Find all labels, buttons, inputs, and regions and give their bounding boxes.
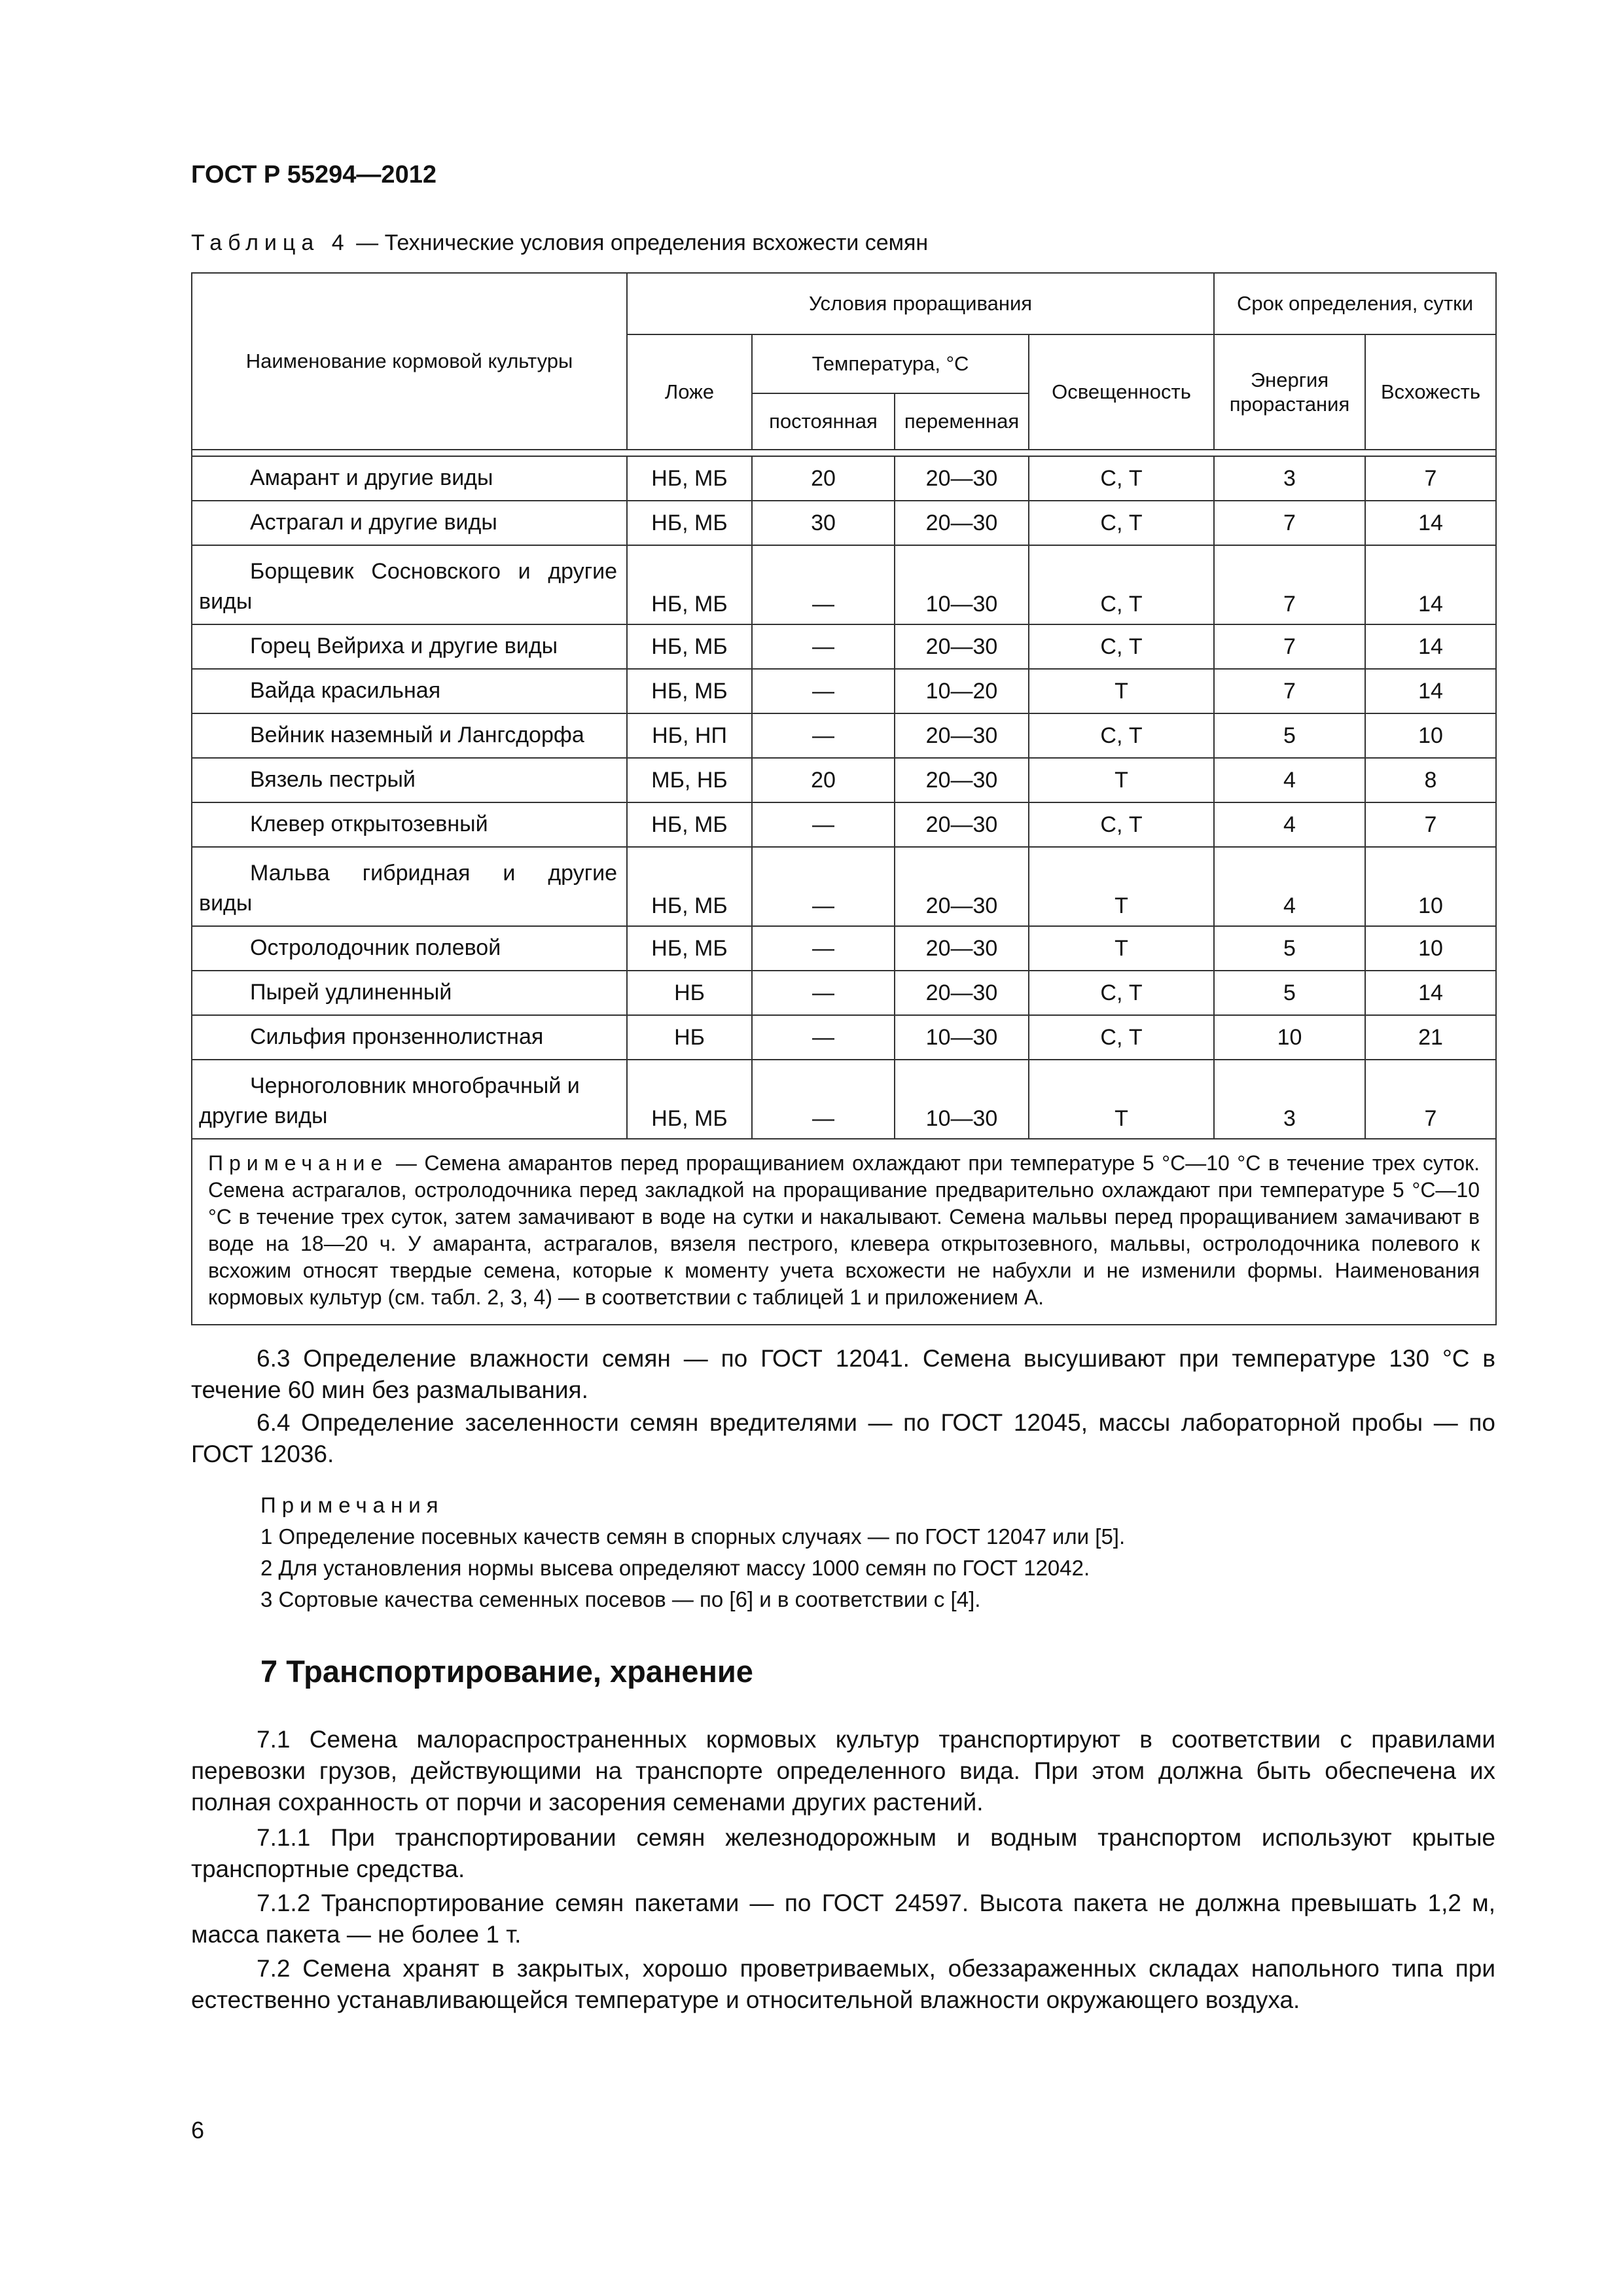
- temp-constant-cell: —: [752, 1060, 895, 1139]
- energy-cell: 5: [1214, 971, 1365, 1015]
- table-note-label: Примечание: [208, 1151, 389, 1175]
- temp-variable-cell: 20—30: [895, 758, 1029, 802]
- energy-cell: 3: [1214, 1060, 1365, 1139]
- table-caption: [191, 230, 928, 256]
- germination-cell: 7: [1365, 1060, 1496, 1139]
- document-header: ГОСТ Р 55294—2012: [191, 161, 437, 188]
- temp-constant-cell: —: [752, 926, 895, 971]
- energy-cell: 5: [1214, 713, 1365, 758]
- bed-cell: НБ, МБ: [627, 501, 752, 545]
- culture-name-cell: [192, 758, 627, 802]
- germination-table: [191, 272, 1497, 1325]
- energy-cell: 7: [1214, 669, 1365, 713]
- bed-cell: МБ, НБ: [627, 758, 752, 802]
- paragraph-6-3-text: 6.3 Определение влажности семян — по ГОСТ 12041. Семена высушивают при температуре 130 °С в течение 60 мин без размалывания.: [191, 1345, 1495, 1403]
- table-note-text: — Семена амарантов перед проращиванием охлаждают при температуре 5 °С—10 °С в течение трех суток. Семена астрагалов, остролодочника перед закладкой на проращивание предварительно охлаждают при температуре 5 °С—10 °С в течение трех суток, затем замачивают в воде на сутки и накалывают. Семена мальвы перед проращиванием замачивают в воде на 18—20 ч. У амаранта, астрагалов, вязеля пестрого, клевера открытозевного, мальвы, остролодочника полевого к всхожим относят твердые семена, которые к моменту учета всхожести не набухли и не изменили формы. Наименования кормовых культур (см. табл. 2, 3, 4) — в соответствии с таблицей 1 и приложением А.: [208, 1151, 1480, 1309]
- energy-cell: 10: [1214, 1015, 1365, 1060]
- culture-name-continuation: другие виды: [199, 1103, 328, 1129]
- bed-cell: НБ: [627, 971, 752, 1015]
- paragraph-7-1-2: [191, 1888, 1495, 1950]
- section-7-title: 7 Транспортирование, хранение: [260, 1654, 753, 1689]
- table-row: [192, 624, 1496, 669]
- table-row: [192, 802, 1496, 847]
- energy-cell: 7: [1214, 624, 1365, 669]
- temp-variable-cell: 10—30: [895, 1060, 1029, 1139]
- paragraph-7-1: [191, 1724, 1495, 1818]
- note-item-1: 1 Определение посевных качеств семян в спорных случаях — по ГОСТ 12047 или [5].: [260, 1524, 1126, 1549]
- temp-constant-cell: —: [752, 624, 895, 669]
- col-header-germination: Всхожесть: [1365, 334, 1496, 450]
- culture-name-cell: [192, 545, 627, 624]
- lighting-cell: С, Т: [1029, 501, 1214, 545]
- table-body: [192, 456, 1496, 1139]
- header-separator-cell: [192, 450, 1496, 456]
- bed-cell: НБ, МБ: [627, 847, 752, 926]
- culture-name-cell: [192, 926, 627, 971]
- germination-cell: 10: [1365, 847, 1496, 926]
- bed-cell: НБ, МБ: [627, 1060, 752, 1139]
- paragraph-6-3: [191, 1343, 1495, 1406]
- bed-cell: НБ, НП: [627, 713, 752, 758]
- lighting-cell: С, Т: [1029, 971, 1214, 1015]
- paragraph-7-1-1: [191, 1822, 1495, 1885]
- temp-constant-cell: —: [752, 669, 895, 713]
- culture-name: Амарант и другие виды: [250, 465, 493, 491]
- energy-cell: 3: [1214, 456, 1365, 501]
- temp-variable-cell: 20—30: [895, 713, 1029, 758]
- culture-name-cell: [192, 713, 627, 758]
- col-header-bed: Ложе: [627, 334, 752, 450]
- temp-variable-cell: 10—20: [895, 669, 1029, 713]
- bed-cell: НБ, МБ: [627, 456, 752, 501]
- temp-constant-cell: 20: [752, 456, 895, 501]
- culture-name: Вейник наземный и Лангсдорфа: [250, 723, 584, 748]
- temp-variable-cell: 20—30: [895, 926, 1029, 971]
- col-header-energy-line2: прорастания: [1229, 393, 1350, 416]
- bed-cell: НБ, МБ: [627, 624, 752, 669]
- col-header-temp-variable: переменная: [895, 393, 1029, 450]
- table-note: [192, 1139, 1496, 1325]
- germination-cell: 14: [1365, 971, 1496, 1015]
- table-row: [192, 545, 1496, 624]
- temp-constant-cell: —: [752, 802, 895, 847]
- temp-variable-cell: 20—30: [895, 456, 1029, 501]
- lighting-cell: С, Т: [1029, 456, 1214, 501]
- culture-name-continuation: виды: [199, 891, 253, 916]
- temp-constant-cell: 20: [752, 758, 895, 802]
- bed-cell: НБ, МБ: [627, 545, 752, 624]
- col-header-energy: [1214, 334, 1365, 450]
- culture-name: Горец Вейриха и другие виды: [250, 634, 558, 659]
- page-number: 6: [191, 2117, 205, 2144]
- col-header-temperature: Температура, °С: [752, 334, 1029, 393]
- germination-cell: 21: [1365, 1015, 1496, 1060]
- paragraph-7-2-text: 7.2 Семена хранят в закрытых, хорошо проветриваемых, обеззараженных складах напольного типа при естественно устанавливающейся температуре и относительной влажности окружающего воздуха.: [191, 1955, 1495, 2013]
- col-header-lighting: Освещенность: [1029, 334, 1214, 450]
- lighting-cell: С, Т: [1029, 713, 1214, 758]
- culture-name-cell: [192, 802, 627, 847]
- bed-cell: НБ: [627, 1015, 752, 1060]
- paragraph-7-1-2-text: 7.1.2 Транспортирование семян пакетами — по ГОСТ 24597. Высота пакета не должна превышать 1,2 м, масса пакета — не более 1 т.: [191, 1890, 1495, 1948]
- notes-label: Примечания: [260, 1493, 444, 1517]
- temp-variable-cell: 20—30: [895, 847, 1029, 926]
- germination-cell: 7: [1365, 802, 1496, 847]
- lighting-cell: С, Т: [1029, 1015, 1214, 1060]
- header-separator: [192, 450, 1496, 456]
- lighting-cell: Т: [1029, 926, 1214, 971]
- germination-cell: 14: [1365, 624, 1496, 669]
- table-row: [192, 847, 1496, 926]
- germination-cell: 10: [1365, 926, 1496, 971]
- col-header-energy-line1: Энергия: [1250, 368, 1329, 391]
- culture-name: Астрагал и другие виды: [250, 510, 497, 535]
- col-header-culture: Наименование кормовой культуры: [192, 273, 627, 450]
- culture-name: Сильфия пронзеннолистная: [250, 1024, 544, 1050]
- culture-name: Черноголовник многобрачный и: [250, 1073, 580, 1099]
- paragraph-7-1-text: 7.1 Семена малораспространенных кормовых культур транспортируют в соответствии с правилами перевозки грузов, действующими на транспорте определенного вида. При этом должна быть обеспечена их полная сохранность от порчи и засорения семенами других растений.: [191, 1726, 1495, 1816]
- table-caption-label: Таблица 4: [191, 230, 350, 255]
- temp-variable-cell: 10—30: [895, 545, 1029, 624]
- lighting-cell: С, Т: [1029, 545, 1214, 624]
- col-header-conditions: Условия проращивания: [627, 273, 1214, 334]
- table-row: [192, 1015, 1496, 1060]
- energy-cell: 7: [1214, 545, 1365, 624]
- germination-cell: 14: [1365, 669, 1496, 713]
- temp-constant-cell: —: [752, 545, 895, 624]
- culture-name: Мальва гибридная и другие: [250, 861, 617, 886]
- culture-name-cell: [192, 501, 627, 545]
- energy-cell: 7: [1214, 501, 1365, 545]
- table-row: [192, 501, 1496, 545]
- culture-name-continuation: виды: [199, 589, 253, 615]
- germination-cell: 8: [1365, 758, 1496, 802]
- table-row: [192, 971, 1496, 1015]
- table-row: [192, 926, 1496, 971]
- bed-cell: НБ, МБ: [627, 926, 752, 971]
- culture-name: Остролодочник полевой: [250, 935, 501, 961]
- temp-variable-cell: 20—30: [895, 802, 1029, 847]
- germination-cell: 10: [1365, 713, 1496, 758]
- temp-variable-cell: 10—30: [895, 1015, 1029, 1060]
- culture-name-cell: [192, 847, 627, 926]
- paragraph-7-1-1-text: 7.1.1 При транспортировании семян железнодорожным и водным транспортом используют крытые транспортные средства.: [191, 1824, 1495, 1882]
- culture-name-cell: [192, 1060, 627, 1139]
- culture-name: Вайда красильная: [250, 678, 441, 704]
- table-row: [192, 758, 1496, 802]
- temp-variable-cell: 20—30: [895, 624, 1029, 669]
- note-item-3: 3 Сортовые качества семенных посевов — по [6] и в соответствии с [4].: [260, 1587, 981, 1611]
- temp-constant-cell: —: [752, 1015, 895, 1060]
- temp-variable-cell: 20—30: [895, 971, 1029, 1015]
- lighting-cell: Т: [1029, 1060, 1214, 1139]
- culture-name: Вязель пестрый: [250, 767, 416, 793]
- temp-constant-cell: 30: [752, 501, 895, 545]
- table-row: [192, 713, 1496, 758]
- bed-cell: НБ, МБ: [627, 669, 752, 713]
- culture-name: Борщевик Сосновского и другие: [250, 559, 617, 584]
- culture-name-cell: [192, 971, 627, 1015]
- bed-cell: НБ, МБ: [627, 802, 752, 847]
- culture-name-cell: [192, 1015, 627, 1060]
- energy-cell: 5: [1214, 926, 1365, 971]
- table-row: [192, 669, 1496, 713]
- temp-constant-cell: —: [752, 971, 895, 1015]
- paragraph-6-4: [191, 1407, 1495, 1470]
- temp-constant-cell: —: [752, 713, 895, 758]
- temp-constant-cell: —: [752, 847, 895, 926]
- lighting-cell: С, Т: [1029, 802, 1214, 847]
- lighting-cell: Т: [1029, 669, 1214, 713]
- col-header-temp-constant: постоянная: [752, 393, 895, 450]
- culture-name-cell: [192, 456, 627, 501]
- germination-cell: 7: [1365, 456, 1496, 501]
- table-caption-text: — Технические условия определения всхожести семян: [349, 230, 929, 255]
- culture-name: Клевер открытозевный: [250, 812, 488, 837]
- culture-name-cell: [192, 624, 627, 669]
- table-row: [192, 1060, 1496, 1139]
- germination-cell: 14: [1365, 545, 1496, 624]
- germination-cell: 14: [1365, 501, 1496, 545]
- culture-name: Пырей удлиненный: [250, 980, 452, 1005]
- temp-variable-cell: 20—30: [895, 501, 1029, 545]
- lighting-cell: С, Т: [1029, 624, 1214, 669]
- energy-cell: 4: [1214, 802, 1365, 847]
- energy-cell: 4: [1214, 758, 1365, 802]
- energy-cell: 4: [1214, 847, 1365, 926]
- table-header: [192, 273, 1496, 456]
- paragraph-7-2: [191, 1953, 1495, 2016]
- culture-name-cell: [192, 669, 627, 713]
- table-row: [192, 456, 1496, 501]
- lighting-cell: Т: [1029, 758, 1214, 802]
- note-item-2: 2 Для установления нормы высева определяют массу 1000 семян по ГОСТ 12042.: [260, 1556, 1090, 1580]
- lighting-cell: Т: [1029, 847, 1214, 926]
- germination-table-wrapper: [191, 272, 1495, 1325]
- paragraph-6-4-text: 6.4 Определение заселенности семян вредителями — по ГОСТ 12045, массы лабораторной пробы — по ГОСТ 12036.: [191, 1409, 1495, 1467]
- col-header-period: Срок определения, сутки: [1214, 273, 1496, 334]
